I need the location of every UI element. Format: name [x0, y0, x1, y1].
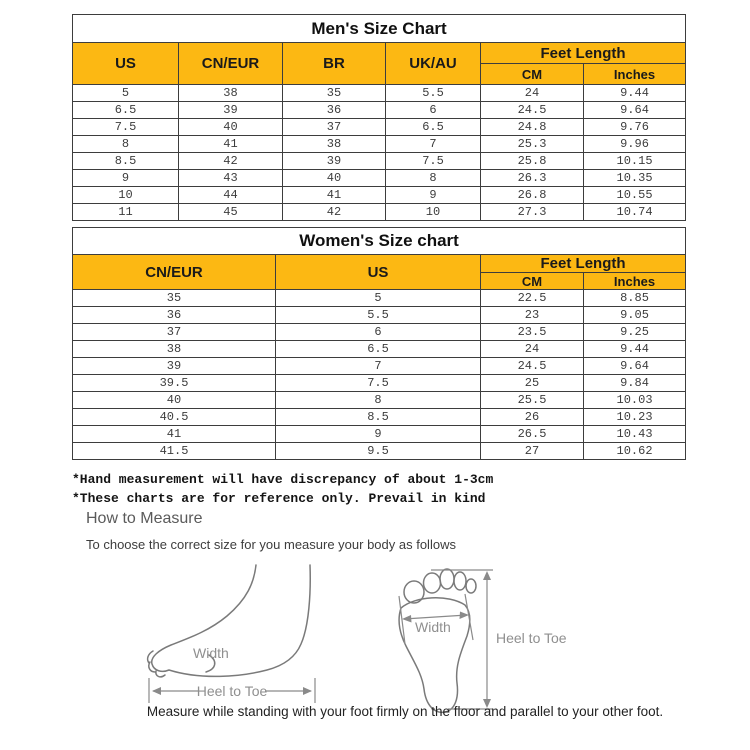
- size-cell: 42: [179, 153, 283, 170]
- table-row: [73, 153, 686, 170]
- table-row: [73, 119, 686, 136]
- size-cell: 7.5: [276, 375, 481, 392]
- size-cell: 8: [386, 170, 481, 187]
- size-cell: 9.76: [584, 119, 686, 136]
- table-row: [73, 358, 686, 375]
- size-cell: 41.5: [73, 443, 276, 460]
- arrowhead-right: [460, 612, 470, 620]
- footprint-top-view-diagram: [393, 556, 573, 721]
- size-cell: 9.64: [584, 102, 686, 119]
- size-cell: 35: [283, 85, 386, 102]
- arrowhead-top: [483, 571, 491, 580]
- size-cell: 38: [73, 341, 276, 358]
- size-cell: 36: [73, 307, 276, 324]
- column-header-cm: CM: [481, 64, 584, 85]
- size-cell: 9.64: [584, 358, 686, 375]
- mens-table-body: [73, 85, 686, 221]
- size-cell: 24.5: [481, 358, 584, 375]
- size-cell: 39.5: [73, 375, 276, 392]
- width-label: Width: [193, 645, 229, 661]
- size-cell: 5.5: [276, 307, 481, 324]
- size-cell: 8: [276, 392, 481, 409]
- length-ticks: [431, 570, 493, 709]
- size-cell: 9.05: [584, 307, 686, 324]
- size-cell: 5: [276, 290, 481, 307]
- size-cell: 42: [283, 204, 386, 221]
- size-cell: 25.8: [481, 153, 584, 170]
- size-cell: 10.74: [584, 204, 686, 221]
- toe: [454, 572, 466, 590]
- size-cell: 24: [481, 85, 584, 102]
- size-cell: 40: [283, 170, 386, 187]
- column-header-cm: CM: [481, 273, 584, 290]
- table-row: [73, 136, 686, 153]
- column-header-inches: Inches: [584, 64, 686, 85]
- size-cell: 8.5: [73, 153, 179, 170]
- measuring-instruction: Measure while standing with your foot firmly on the floor and parallel to your other foot.: [146, 704, 664, 719]
- size-cell: 41: [179, 136, 283, 153]
- column-header-cneur: CN/EUR: [179, 43, 283, 85]
- size-cell: 24: [481, 341, 584, 358]
- size-cell: 9.5: [276, 443, 481, 460]
- table-row: [73, 392, 686, 409]
- column-header-inches: Inches: [584, 273, 686, 290]
- note-line: *Hand measurement will have discrepancy of about 1-3cm: [72, 472, 494, 487]
- size-cell: 40: [73, 392, 276, 409]
- foot-outline: [152, 565, 311, 676]
- foot-side-view-diagram: [143, 563, 333, 705]
- size-cell: 39: [73, 358, 276, 375]
- womens-size-table: [72, 227, 686, 460]
- size-cell: 25.3: [481, 136, 584, 153]
- size-cell: 41: [283, 187, 386, 204]
- table-row: [73, 290, 686, 307]
- table-row: [73, 324, 686, 341]
- size-cell: 35: [73, 290, 276, 307]
- size-cell: 11: [73, 204, 179, 221]
- size-cell: 39: [179, 102, 283, 119]
- size-cell: 23: [481, 307, 584, 324]
- womens-header-row: [73, 255, 686, 273]
- womens-table-title: Women's Size chart: [73, 228, 686, 255]
- size-cell: 27: [481, 443, 584, 460]
- size-cell: 39: [283, 153, 386, 170]
- size-cell: 9.44: [584, 85, 686, 102]
- mens-header-row: [73, 43, 686, 64]
- column-header-feet-length: Feet Length: [481, 43, 686, 64]
- size-cell: 10.55: [584, 187, 686, 204]
- width-label: Width: [415, 619, 451, 635]
- column-header-br: BR: [283, 43, 386, 85]
- size-cell: 10.03: [584, 392, 686, 409]
- size-cell: 45: [179, 204, 283, 221]
- size-cell: 6.5: [276, 341, 481, 358]
- size-cell: 40: [179, 119, 283, 136]
- table-row: [73, 85, 686, 102]
- size-cell: 6.5: [386, 119, 481, 136]
- size-cell: 10.15: [584, 153, 686, 170]
- table-row: [73, 375, 686, 392]
- arrowhead-left: [152, 687, 161, 695]
- size-cell: 8.85: [584, 290, 686, 307]
- arrowhead-left: [402, 615, 412, 623]
- size-cell: 26.3: [481, 170, 584, 187]
- how-to-measure-heading: How to Measure: [86, 510, 203, 527]
- mens-table-title: Men's Size Chart: [73, 15, 686, 43]
- size-cell: 6: [276, 324, 481, 341]
- size-cell: 38: [283, 136, 386, 153]
- disclaimer-notes: [72, 470, 493, 508]
- table-row: [73, 426, 686, 443]
- size-cell: 7.5: [73, 119, 179, 136]
- size-cell: 8: [73, 136, 179, 153]
- size-cell: 26: [481, 409, 584, 426]
- size-cell: 9: [386, 187, 481, 204]
- size-cell: 26.8: [481, 187, 584, 204]
- size-cell: 9.25: [584, 324, 686, 341]
- size-cell: 41: [73, 426, 276, 443]
- size-cell: 7: [276, 358, 481, 375]
- size-cell: 10.35: [584, 170, 686, 187]
- toe-lines: [148, 651, 165, 677]
- womens-table-body: [73, 290, 686, 460]
- table-row: [73, 307, 686, 324]
- size-cell: 22.5: [481, 290, 584, 307]
- size-cell: 36: [283, 102, 386, 119]
- size-cell: 5: [73, 85, 179, 102]
- size-cell: 9.84: [584, 375, 686, 392]
- size-cell: 9: [73, 170, 179, 187]
- size-cell: 9: [276, 426, 481, 443]
- size-cell: 7.5: [386, 153, 481, 170]
- size-cell: 37: [283, 119, 386, 136]
- size-cell: 40.5: [73, 409, 276, 426]
- arrowhead-right: [303, 687, 312, 695]
- size-cell: 9.96: [584, 136, 686, 153]
- table-row: [73, 204, 686, 221]
- size-cell: 27.3: [481, 204, 584, 221]
- size-cell: 23.5: [481, 324, 584, 341]
- column-header-feet-length: Feet Length: [481, 255, 686, 273]
- toe: [424, 573, 441, 593]
- column-header-us: US: [276, 255, 481, 290]
- table-row: [73, 341, 686, 358]
- heel-to-toe-label: Heel to Toe: [496, 630, 567, 646]
- size-cell: 25: [481, 375, 584, 392]
- size-cell: 44: [179, 187, 283, 204]
- heel-to-toe-label: Heel to Toe: [196, 683, 268, 699]
- size-cell: 10: [386, 204, 481, 221]
- size-cell: 10.23: [584, 409, 686, 426]
- table-row: [73, 409, 686, 426]
- size-cell: 5.5: [386, 85, 481, 102]
- size-cell: 7: [386, 136, 481, 153]
- size-cell: 24.8: [481, 119, 584, 136]
- size-cell: 6: [386, 102, 481, 119]
- mens-size-table: [72, 14, 686, 221]
- table-row: [73, 187, 686, 204]
- size-cell: 24.5: [481, 102, 584, 119]
- size-cell: 43: [179, 170, 283, 187]
- table-row: [73, 443, 686, 460]
- column-header-ukau: UK/AU: [386, 43, 481, 85]
- column-header-us: US: [73, 43, 179, 85]
- size-cell: 10: [73, 187, 179, 204]
- toe: [440, 569, 454, 589]
- size-cell: 38: [179, 85, 283, 102]
- mens-title-row: [73, 15, 686, 43]
- column-header-cneur: CN/EUR: [73, 255, 276, 290]
- how-to-measure-subtitle: To choose the correct size for you measure your body as follows: [86, 537, 456, 552]
- size-cell: 8.5: [276, 409, 481, 426]
- toe: [466, 579, 476, 593]
- womens-title-row: [73, 228, 686, 255]
- size-cell: 26.5: [481, 426, 584, 443]
- table-row: [73, 170, 686, 187]
- size-cell: 6.5: [73, 102, 179, 119]
- size-cell: 10.62: [584, 443, 686, 460]
- note-line: *These charts are for reference only. Prevail in kind: [72, 491, 486, 506]
- size-cell: 9.44: [584, 341, 686, 358]
- size-cell: 25.5: [481, 392, 584, 409]
- size-cell: 10.43: [584, 426, 686, 443]
- size-cell: 37: [73, 324, 276, 341]
- table-row: [73, 102, 686, 119]
